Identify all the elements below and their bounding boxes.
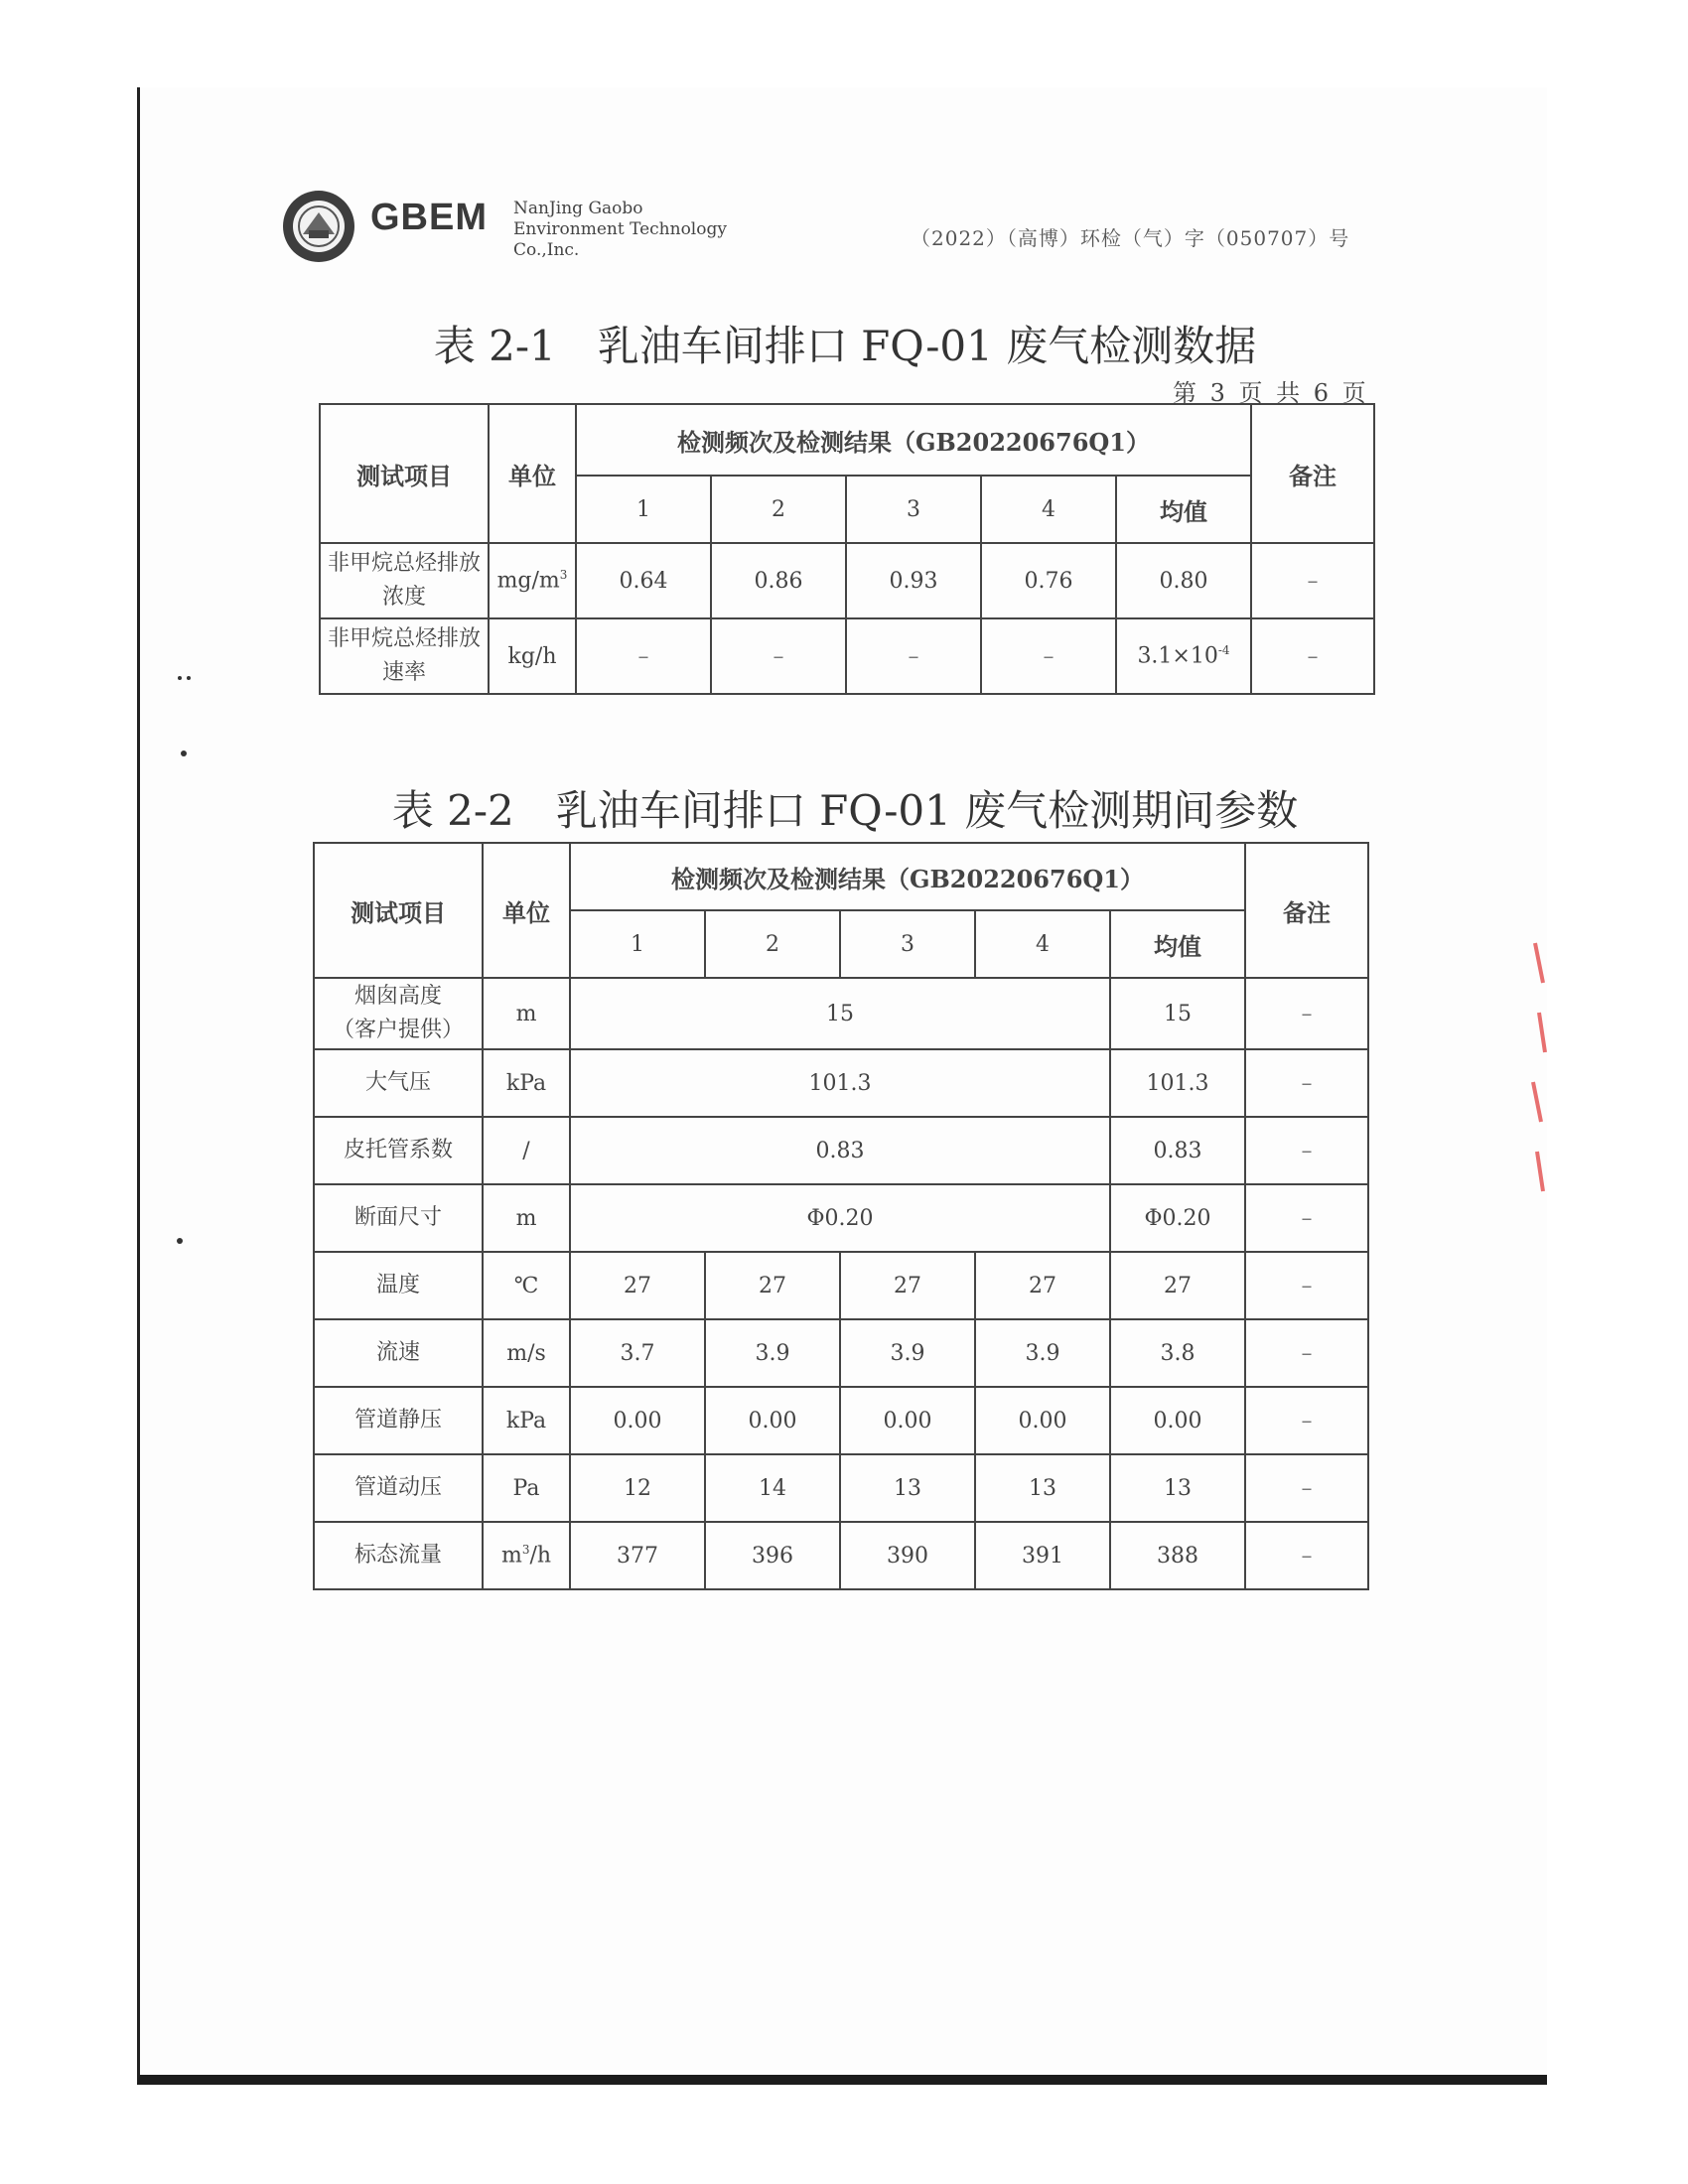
row-item: 大气压 [314, 1049, 483, 1117]
cell-value: 13 [840, 1454, 975, 1522]
row-unit: / [483, 1117, 570, 1184]
cell-value: 27 [975, 1252, 1110, 1319]
cell-value: 377 [570, 1522, 705, 1589]
cell-note: – [1251, 618, 1374, 694]
row-item: 管道动压 [314, 1454, 483, 1522]
cell-value: 27 [705, 1252, 840, 1319]
cell-merged-value: 0.83 [570, 1117, 1110, 1184]
cell-mean [1116, 618, 1251, 694]
cell-note: – [1245, 978, 1368, 1049]
cell-mean: 101.3 [1110, 1049, 1245, 1117]
cell-mean: 3.8 [1110, 1319, 1245, 1387]
table1-title: 表 2-1 乳油车间排口 FQ-01 废气检测数据 [433, 322, 1257, 370]
header-run-1: 1 [570, 910, 705, 978]
cell-mean: 0.83 [1110, 1117, 1245, 1184]
header-test-item: 测试项目 [320, 404, 489, 543]
row-unit: ℃ [483, 1252, 570, 1319]
row-unit: m [483, 978, 570, 1049]
company-name [513, 199, 727, 261]
cell-merged-value: 15 [570, 978, 1110, 1049]
header-run-3: 3 [846, 476, 981, 543]
cell-note: – [1245, 1319, 1368, 1387]
row-item-line: 烟囱高度 [353, 984, 442, 1009]
cell-value: 0.64 [576, 543, 711, 618]
unit-text: mg/m [496, 568, 560, 594]
cell-note: – [1245, 1454, 1368, 1522]
cell-merged-value: 101.3 [570, 1049, 1110, 1117]
table-row [320, 618, 1374, 694]
header-test-item: 测试项目 [314, 843, 483, 978]
cell-note: – [1245, 1049, 1368, 1117]
row-item: 断面尺寸 [314, 1184, 483, 1252]
table-row [314, 1252, 1368, 1319]
cell-value: 0.86 [711, 543, 846, 618]
binding-hole-mark-icon [175, 673, 195, 683]
unit-superscript: 3 [559, 568, 568, 583]
cell-value: – [846, 618, 981, 694]
company-logo-text: GBEM [370, 197, 488, 238]
table-row [314, 1522, 1368, 1589]
cell-note: – [1245, 1252, 1368, 1319]
table-row [314, 1319, 1368, 1387]
table2-parameters [313, 842, 1369, 1590]
cell-value: 0.93 [846, 543, 981, 618]
company-seal-logo-icon [279, 187, 358, 266]
row-unit: m [483, 1184, 570, 1252]
header-mean: 均值 [1110, 910, 1245, 978]
report-number: （2022）（高博）环检（气）字（050707）号 [911, 226, 1350, 250]
header-run-1: 1 [576, 476, 711, 543]
row-unit [489, 543, 576, 618]
row-unit: kg/h [489, 618, 576, 694]
cell-note: – [1245, 1184, 1368, 1252]
row-unit: m/s [483, 1319, 570, 1387]
table1-emission-data [319, 403, 1375, 695]
cell-value: 27 [570, 1252, 705, 1319]
binding-hole-mark-icon [175, 1236, 185, 1246]
document-page [137, 87, 1547, 2085]
cell-merged-value: Φ0.20 [570, 1184, 1110, 1252]
row-item: 非甲烷总烃排放速率 [320, 618, 489, 694]
mean-text: 3.1×10 [1137, 643, 1218, 669]
cell-note: – [1245, 1522, 1368, 1589]
table-row [314, 978, 1368, 1049]
cell-value: 3.9 [705, 1319, 840, 1387]
row-item: 非甲烷总烃排放浓度 [320, 543, 489, 618]
header-run-4: 4 [975, 910, 1110, 978]
row-unit: kPa [483, 1387, 570, 1454]
cell-value: – [576, 618, 711, 694]
row-item: 管道静压 [314, 1387, 483, 1454]
cell-value: 0.76 [981, 543, 1116, 618]
row-item: 标态流量 [314, 1522, 483, 1589]
cell-mean: 27 [1110, 1252, 1245, 1319]
cell-value: 0.00 [975, 1387, 1110, 1454]
cell-note: – [1245, 1387, 1368, 1454]
header-result-group: 检测频次及检测结果（GB20220676Q1） [570, 843, 1245, 910]
cell-value: 0.00 [705, 1387, 840, 1454]
row-item: 皮托管系数 [314, 1117, 483, 1184]
company-name-line: Co.,Inc. [513, 240, 580, 260]
company-name-line: Environment Technology [513, 219, 727, 239]
cell-note: – [1245, 1117, 1368, 1184]
row-item: 温度 [314, 1252, 483, 1319]
header-note: 备注 [1245, 843, 1368, 978]
header-unit: 单位 [483, 843, 570, 978]
row-unit: Pa [483, 1454, 570, 1522]
row-unit: kPa [483, 1049, 570, 1117]
cell-mean: 13 [1110, 1454, 1245, 1522]
cell-note: – [1251, 543, 1374, 618]
header-run-2: 2 [705, 910, 840, 978]
row-item: 流速 [314, 1319, 483, 1387]
cell-value: 3.9 [975, 1319, 1110, 1387]
table-row [320, 543, 1374, 618]
row-item [314, 978, 483, 1049]
cell-value: 3.9 [840, 1319, 975, 1387]
cell-value: 12 [570, 1454, 705, 1522]
cell-value: 27 [840, 1252, 975, 1319]
cell-value: 390 [840, 1522, 975, 1589]
binding-hole-mark-icon [179, 749, 189, 758]
table-row [314, 1184, 1368, 1252]
cell-value: 396 [705, 1522, 840, 1589]
unit-text: m [500, 1543, 522, 1569]
table-row [314, 1387, 1368, 1454]
mean-superscript: -4 [1217, 643, 1230, 658]
cell-mean: 388 [1110, 1522, 1245, 1589]
stamp-fragment-icon [1525, 923, 1555, 1221]
row-unit [483, 1522, 570, 1589]
company-name-line: NanJing Gaobo [513, 199, 643, 218]
page-number: 第 3 页 共 6 页 [1173, 379, 1369, 407]
cell-value: 3.7 [570, 1319, 705, 1387]
header-note: 备注 [1251, 404, 1374, 543]
cell-value: 391 [975, 1522, 1110, 1589]
cell-value: 0.00 [840, 1387, 975, 1454]
table-row [314, 1454, 1368, 1522]
header-result-group: 检测频次及检测结果（GB20220676Q1） [576, 404, 1251, 476]
row-item-line: （客户提供） [332, 1018, 464, 1042]
unit-text: /h [529, 1543, 552, 1569]
cell-value: 13 [975, 1454, 1110, 1522]
header-run-3: 3 [840, 910, 975, 978]
table-row [314, 1049, 1368, 1117]
unit-superscript: 3 [521, 1543, 530, 1558]
cell-value: 0.00 [570, 1387, 705, 1454]
table-row [314, 1117, 1368, 1184]
table2-title: 表 2-2 乳油车间排口 FQ-01 废气检测期间参数 [391, 786, 1299, 835]
cell-mean: 15 [1110, 978, 1245, 1049]
cell-value: – [711, 618, 846, 694]
cell-mean: 0.80 [1116, 543, 1251, 618]
header-run-2: 2 [711, 476, 846, 543]
header-mean: 均值 [1116, 476, 1251, 543]
cell-value: – [981, 618, 1116, 694]
header-run-4: 4 [981, 476, 1116, 543]
header-unit: 单位 [489, 404, 576, 543]
cell-mean: Φ0.20 [1110, 1184, 1245, 1252]
cell-mean: 0.00 [1110, 1387, 1245, 1454]
cell-value: 14 [705, 1454, 840, 1522]
